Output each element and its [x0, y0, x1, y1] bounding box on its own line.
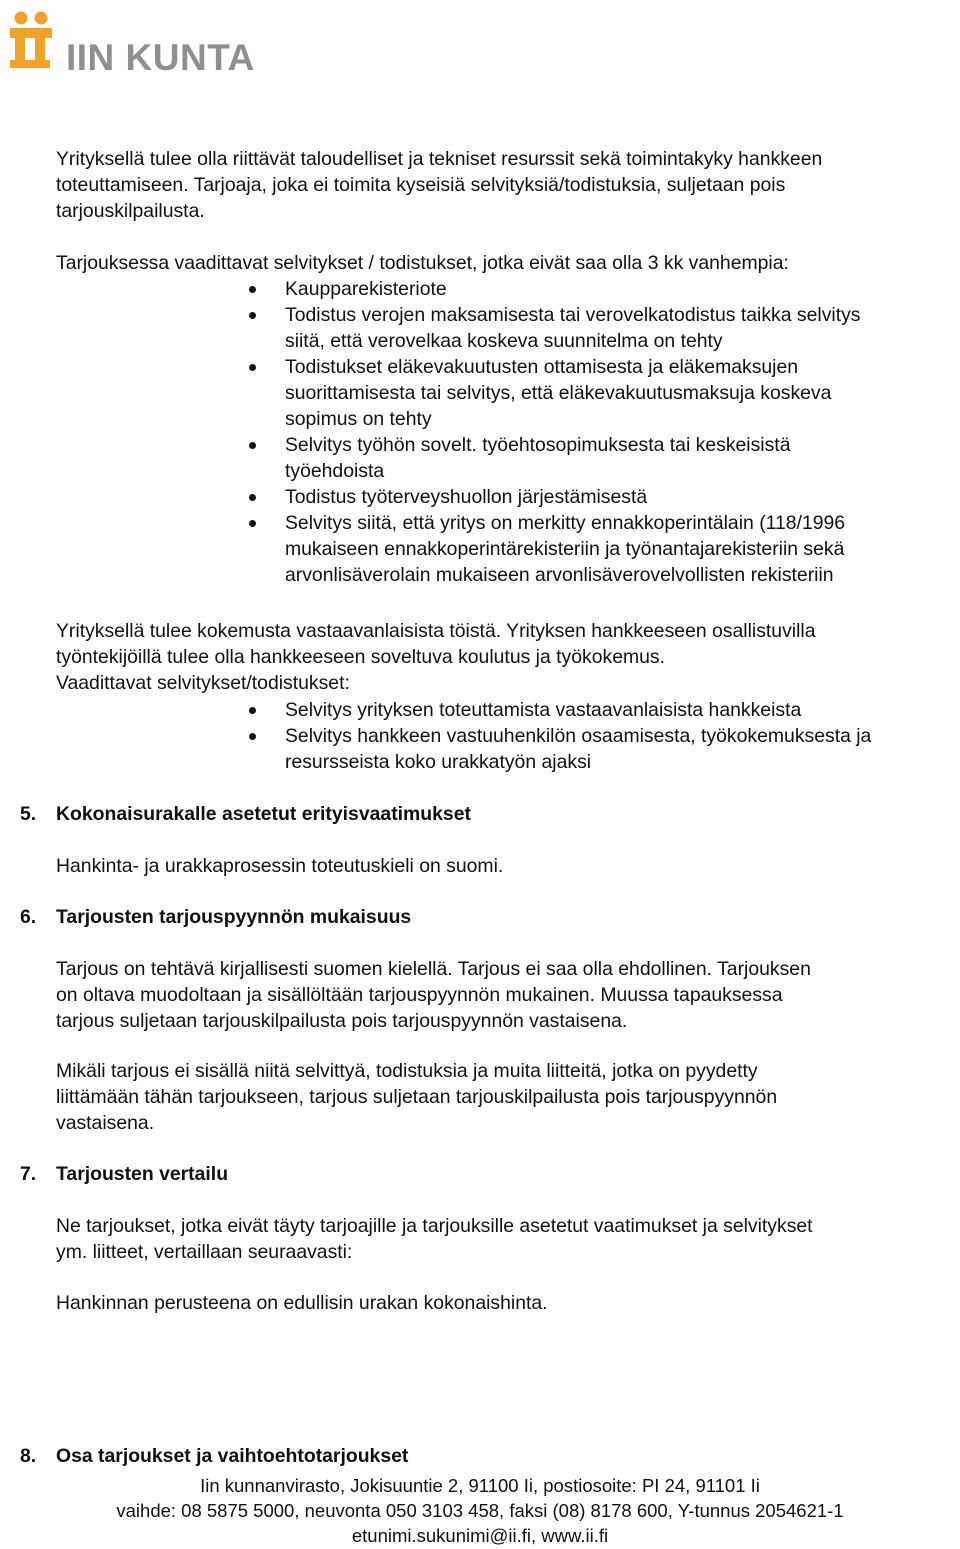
intro-paragraph: [56, 146, 956, 224]
list-item: [0, 432, 960, 484]
section-title: Tarjousten tarjouspyynnön mukaisuus: [56, 906, 412, 928]
text-line: tarjous suljetaan tarjouskilpailusta pois tarjouspyynnön vastaisena.: [56, 1010, 628, 1032]
text-line: Tarjous on tehtävä kirjallisesti suomen kielellä. Tarjous ei saa olla ehdollinen. Tarjouksen: [56, 958, 811, 980]
bullet-icon: [249, 286, 256, 293]
iin-kunta-logo: [8, 10, 258, 78]
text-line: Hankinnan perusteena on edullisin urakan kokonaishinta.: [56, 1292, 548, 1314]
bullet-icon: [249, 733, 256, 740]
section-6-heading: [20, 904, 411, 930]
text-line: Hankinta- ja urakkaprosessin toteutuskieli on suomi.: [56, 855, 504, 877]
section-5-heading: [20, 801, 471, 827]
bullet-icon: [249, 494, 256, 501]
list-item-text: Selvitys siitä, että yritys on merkitty ennakkoperintälain (118/1996: [285, 512, 846, 534]
list-item-text: Selvitys hankkeen vastuuhenkilön osaamisesta, työkokemuksesta ja: [285, 725, 872, 747]
list-item-text: Todistukset eläkevakuutusten ottamisesta ja eläkemaksujen: [285, 356, 799, 378]
text-line: Vaadittavat selvitykset/todistukset:: [56, 672, 350, 694]
text-line: Mikäli tarjous ei sisällä niitä selvittyä, todistuksia ja muita liitteitä, jotka on pyydetty: [56, 1060, 758, 1082]
text-line: toteuttamiseen. Tarjoaja, joka ei toimita kyseisiä selvityksiä/todistuksia, suljetaan pois: [56, 174, 786, 196]
bullet-icon: [249, 312, 256, 319]
list-item-text: resursseista koko urakkatyön ajaksi: [285, 751, 592, 773]
list-item-text: Todistus työterveyshuollon järjestämisestä: [285, 486, 648, 508]
section-5-text: [56, 853, 956, 879]
logo-mark-icon: [8, 10, 64, 72]
section-number: 7.: [20, 1163, 37, 1185]
text-line: Tarjouksessa vaadittavat selvitykset / todistukset, jotka eivät saa olla 3 kk vanhempia:: [56, 252, 789, 274]
list-item: [0, 354, 960, 432]
bullet-icon: [249, 707, 256, 714]
experience-documents-list: [0, 697, 960, 775]
text-line: liittämään tähän tarjoukseen, tarjous suljetaan tarjouskilpailusta pois tarjouspyynnön: [56, 1086, 778, 1108]
list-item-text: Kaupparekisteriote: [285, 278, 447, 300]
text-line: työntekijöillä tulee olla hankkeeseen soveltuva koulutus ja työkokemus.: [56, 646, 666, 668]
footer-email-web: etunimi.sukunimi@ii.fi, www.ii.fi: [351, 1525, 609, 1546]
text-line: on oltava muodoltaan ja sisällöltään tarjouspyynnön mukainen. Muussa tapauksessa: [56, 984, 783, 1006]
bullet-icon: [249, 442, 256, 449]
required-documents-list: [0, 276, 960, 588]
list-item: [0, 697, 960, 723]
list-item-text: siitä, että verovelkaa koskeva suunnitelma on tehty: [285, 330, 723, 352]
section-number: 5.: [20, 803, 37, 825]
text-line: Yrityksellä tulee kokemusta vastaavanlaisista töistä. Yrityksen hankkeeseen osallistuvilla: [56, 620, 816, 642]
list-item-text: sopimus on tehty: [285, 408, 432, 430]
list-item-text: Todistus verojen maksamisesta tai verovelkatodistus taikka selvitys: [285, 304, 861, 326]
text-line: tarjouskilpailusta.: [56, 200, 205, 222]
section-6-paragraph-1: [56, 956, 956, 1034]
section-7-paragraph-1: [56, 1213, 956, 1265]
list-item: [0, 276, 960, 302]
list-item-text: työehdoista: [285, 460, 385, 482]
page-footer: [0, 1473, 960, 1548]
text-line: ym. liitteet, vertaillaan seuraavasti:: [56, 1241, 353, 1263]
section-7-paragraph-2: [56, 1290, 956, 1316]
section-7-heading: [20, 1161, 228, 1187]
requirements-intro: [56, 250, 956, 276]
section-8-heading: [20, 1443, 408, 1469]
bullet-icon: [249, 364, 256, 371]
bullet-icon: [249, 520, 256, 527]
text-line: Yrityksellä tulee olla riittävät taloudelliset ja tekniset resurssit sekä toimintakyky hankkeen: [56, 148, 823, 170]
list-item-text: mukaiseen ennakkoperintärekisteriin ja työnantajarekisteriin sekä: [285, 538, 845, 560]
list-item: [0, 510, 960, 588]
list-item-text: arvonlisäverolain mukaiseen arvonlisäverovelvollisten rekisteriin: [285, 564, 834, 586]
section-title: Tarjousten vertailu: [56, 1163, 229, 1185]
list-item-text: Selvitys yrityksen toteuttamista vastaavanlaisista hankkeista: [285, 699, 802, 721]
footer-contact: vaihde: 08 5875 5000, neuvonta 050 3103 458, faksi (08) 8178 600, Y-tunnus 2054621-1: [116, 1500, 844, 1521]
list-item-text: Selvitys työhön sovelt. työehtosopimuksesta tai keskeisistä: [285, 434, 791, 456]
text-line: vastaisena.: [56, 1112, 155, 1134]
list-item: [0, 484, 960, 510]
footer-address: Iin kunnanvirasto, Jokisuuntie 2, 91100 Ii, postiosoite: PI 24, 91101 Ii: [200, 1475, 760, 1496]
list-item-text: suorittamisesta tai selvitys, että eläkevakuutusmaksuja koskeva: [285, 382, 832, 404]
section-number: 8.: [20, 1445, 37, 1467]
list-item: [0, 723, 960, 775]
text-line: Ne tarjoukset, jotka eivät täyty tarjoajille ja tarjouksille asetetut vaatimukset ja selvitykset: [56, 1215, 813, 1237]
section-title: Osa tarjoukset ja vaihtoehtotarjoukset: [56, 1445, 409, 1467]
logo-wordmark: IIN KUNTA: [66, 37, 255, 78]
section-6-paragraph-2: [56, 1058, 956, 1136]
list-item: [0, 302, 960, 354]
section-title: Kokonaisurakalle asetetut erityisvaatimukset: [56, 803, 471, 825]
experience-paragraph: [56, 618, 956, 696]
section-number: 6.: [20, 906, 37, 928]
